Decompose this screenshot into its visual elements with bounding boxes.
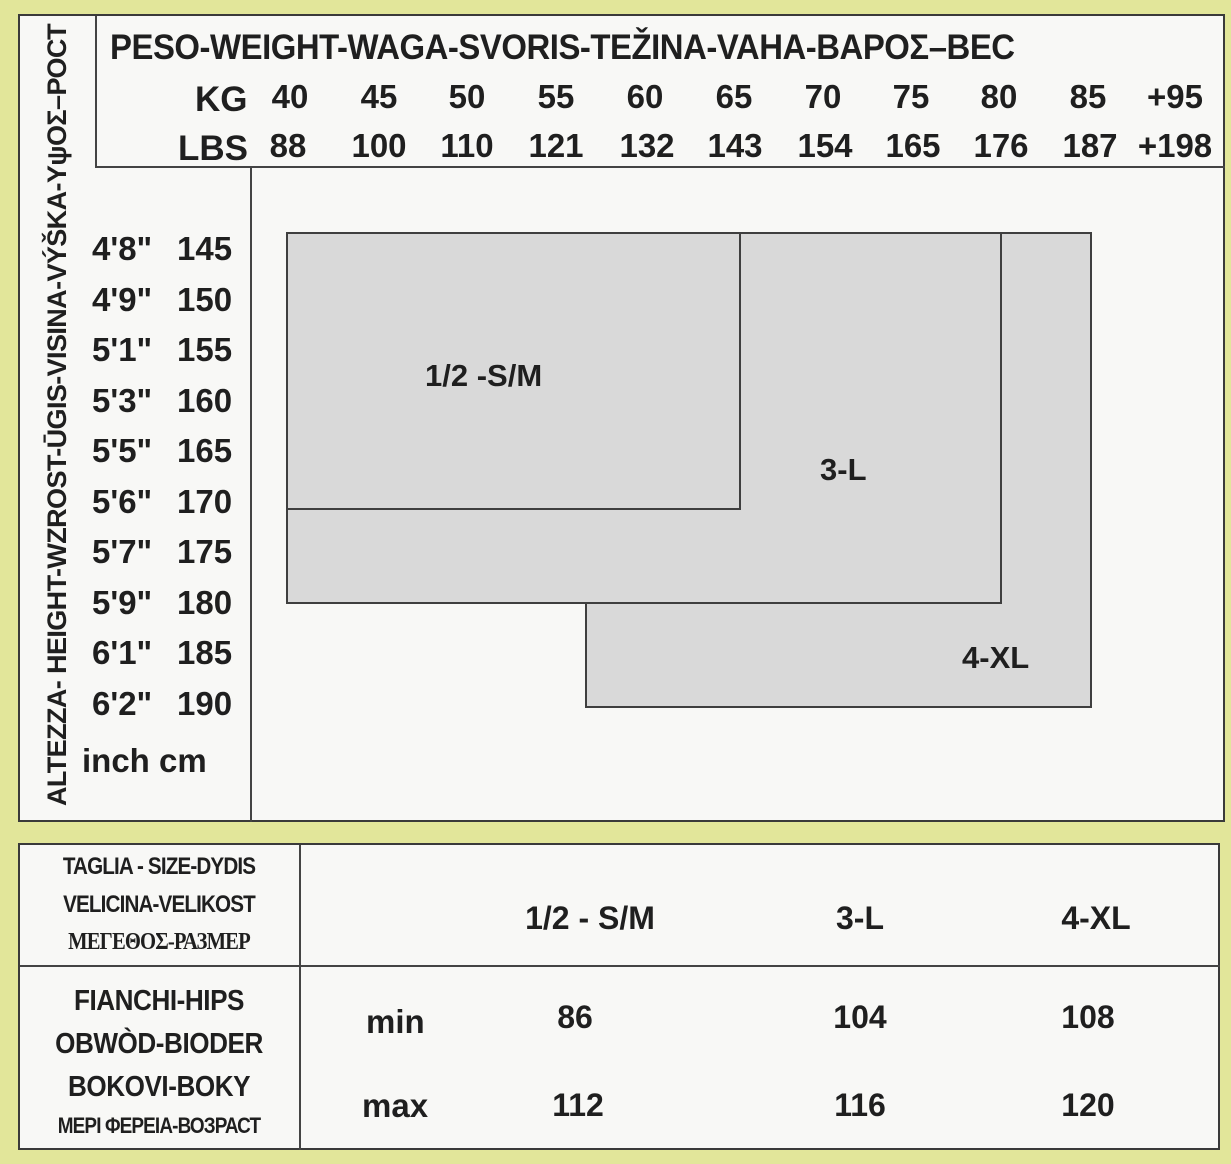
kg-value: 40 (271, 78, 309, 115)
lbs-value: 154 (797, 127, 853, 164)
kg-value: 65 (715, 78, 753, 115)
height-column-divider (250, 166, 252, 822)
height-cm: 175 (177, 533, 233, 570)
max-value-s-m: 112 (552, 1087, 604, 1123)
size-row-divider (20, 965, 1220, 967)
height-inch: 4'9" (92, 281, 153, 318)
height-cm: 170 (177, 483, 233, 520)
kg-value: 80 (980, 78, 1018, 115)
height-cm: 165 (177, 432, 233, 469)
size-header-divider (299, 845, 301, 965)
kg-value: 70 (804, 78, 842, 115)
height-inch: 5'6" (92, 483, 153, 520)
lbs-value: 110 (440, 127, 494, 164)
hips-header-line: FIANCHI-HIPS (73, 985, 245, 1017)
weight-header-divider (95, 16, 97, 168)
lbs-value: 88 (269, 127, 307, 164)
height-inch: 4'8" (92, 230, 153, 267)
height-cm: 190 (177, 685, 233, 722)
kg-value: 60 (626, 78, 664, 115)
min-label: min (366, 1003, 425, 1040)
lbs-value: 100 (351, 127, 407, 164)
lbs-value: +198 (1137, 127, 1213, 164)
lbs-value: 165 (885, 127, 941, 164)
height-inch: 5'7" (92, 533, 153, 570)
size-table (18, 843, 1220, 1150)
lbs-value: 121 (528, 127, 584, 164)
height-inch: 5'3" (92, 382, 153, 419)
zone-label-l: 3-L (820, 452, 867, 487)
height-inch: 5'1" (92, 331, 153, 368)
kg-value: 45 (360, 78, 398, 115)
kg-value: +95 (1147, 78, 1203, 115)
height-inch: 5'9" (92, 584, 153, 621)
lbs-value: 187 (1062, 127, 1118, 164)
lbs-value: 176 (973, 127, 1029, 164)
height-cm: 145 (177, 230, 233, 267)
max-value-xl: 120 (1061, 1087, 1115, 1123)
kg-label: KG (195, 80, 248, 119)
height-cm: 150 (177, 281, 233, 318)
zone-label-xl: 4-XL (962, 640, 1030, 675)
max-value-l: 116 (834, 1087, 886, 1123)
lbs-label: LBS (178, 129, 248, 168)
size-name-xl: 4-XL (1061, 900, 1131, 936)
height-cm: 185 (177, 634, 233, 671)
lbs-value: 143 (707, 127, 763, 164)
zone-label-s-m: 1/2 -S/M (425, 358, 543, 393)
kg-value: 85 (1069, 78, 1107, 115)
height-title: ALTEZZA- HEIGHT-WZROST-ŪGIS-VISINA-VÝŠKA-ΥψΟΣ–РОСТ (42, 23, 72, 806)
size-chart-panel (18, 14, 1225, 822)
weight-title: PESO-WEIGHT-WAGA-SVORIS-TEŽINA-VAHA-ΒΑΡΟΣ–ВЕС (110, 28, 1015, 67)
size-header-line: VELICINA-VELIKOST (63, 891, 255, 918)
kg-value: 75 (892, 78, 930, 115)
height-units-label: inch cm (82, 742, 207, 779)
height-cm: 155 (177, 331, 233, 368)
min-value-s-m: 86 (557, 999, 593, 1035)
header-bottom-divider (95, 166, 1225, 168)
hips-header-line: BOKOVI-BOKY (67, 1071, 251, 1103)
size-header-line: ΜΕΓΕΘΟΣ-РАЗМЕР (68, 929, 250, 955)
height-cm: 160 (177, 382, 233, 419)
height-inch: 6'2" (92, 685, 153, 722)
kg-value: 50 (448, 78, 486, 115)
size-header-line: TAGLIA - SIZE-DYDIS (62, 853, 256, 880)
max-label: max (362, 1087, 429, 1124)
min-value-l: 104 (833, 999, 887, 1035)
lbs-value: 132 (619, 127, 675, 164)
hips-header-line: ΜΕΡΙ ΦΕΡΕΙΑ-ВОЗРАСТ (57, 1113, 261, 1138)
height-inch: 5'5" (92, 432, 153, 469)
size-name-s-m: 1/2 - S/M (525, 900, 655, 936)
height-inch: 6'1" (92, 634, 153, 671)
min-value-xl: 108 (1061, 999, 1115, 1035)
size-name-l: 3-L (836, 900, 884, 936)
height-cm: 180 (177, 584, 233, 621)
kg-value: 55 (537, 78, 575, 115)
hips-header-line: OBWÒD-BIODER (55, 1028, 263, 1060)
